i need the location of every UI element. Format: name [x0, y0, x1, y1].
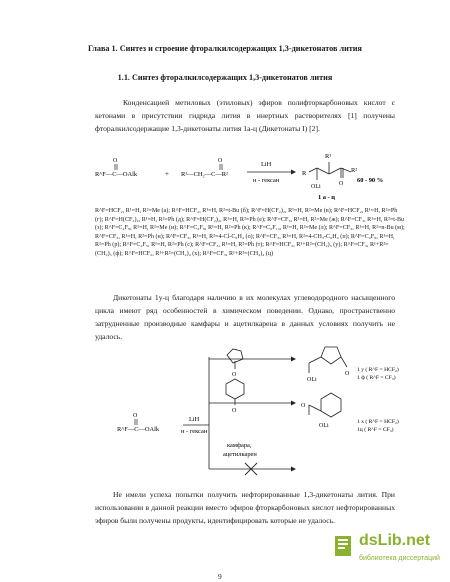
- arrow-head-icon: [291, 467, 296, 472]
- watermark-brand[interactable]: dsLib.net: [359, 532, 431, 549]
- scheme1-o-2: O: [218, 158, 223, 164]
- scheme1-reagent2: R¹—CH₂—C—R²: [181, 171, 228, 178]
- camphor-label: камфара,: [227, 442, 252, 449]
- section-title: 1.1. Синтез фторалкилсодержащих 1,3-дикетонатов лития: [117, 73, 333, 82]
- scheme1-reagent1: R^F—C—OAlk: [95, 171, 138, 178]
- cyclohexanone-icon: [226, 379, 244, 399]
- arrow-head-icon: [291, 357, 296, 362]
- yield-label: 60 - 90 %: [357, 177, 384, 184]
- paragraph-intro: Конденсацией метиловых (этиловых) эфиров полифторкарбоновых кислот с кетонами в присутствии гидрида лития в инертных растворителях [1] получены фторалкилсодержащие 1,3-дикетонаты лития 1а-ц (Дикетонаты I) [2].: [95, 98, 395, 133]
- arrow-head-icon: [291, 170, 296, 175]
- product-oli: OLi: [311, 184, 321, 190]
- substituents-list: R^F=HCF₂, R¹=H, R²=Me (а); R^F=HCF₂, R¹=H, R²=t-Bu (б); R^F=H(CF₂)₂, R¹=H, R²=Me (в); R^F=HCF₂, R¹=H, R²=Ph (г); R^F=H(CF₂)₂, R¹=H, R²=Ph (д); R^F=H(CF₂)₂, R¹=H, R²=Ph (е); R^F=CF₃, R¹=H, R²=Me (ж); R^F=CF₃, R¹=H, R²=t-Bu (з); R^F=C₄F₉, R¹=H, R²=Me (и); R^F=C₄F₉, R¹=H, R²=Ph (к); R^F=C₆F₁₃, R¹=H, R²=Me (л); R^F=CF₃, R¹=H, R²=n-Bu (м); R^F=CF₃, R¹=H, R²=Ph (н); R^F=CF₃, R¹=H, R²=4-Cl-C₆H₄ (о); R^F=CF₃, R¹=H, R²=4-CH₃-C₆H₄ (п); R^F=C₄F₉, R¹=H, R²=Ph (р); R^F=C₂F₅, R¹=H, R²=Ph (с); R^F=CF₃, R¹=H, R²=Ph (т); R^F=HCF₂, R¹+R²=(CH₂)₃ (у); R^F=CF₃, R¹+R²=(CH₂)₃ (ф); R^F=HCF₂, R¹+R²=(CH₂)₄ (х); R^F=CF₃, R¹+R²=(CH₂)₄ (ц): [95, 208, 405, 257]
- scheme2-cond-top: LiH: [189, 416, 200, 423]
- scheme1-cond-bottom: н - гексан: [253, 177, 280, 184]
- product-label: 1 а - ц: [318, 194, 335, 201]
- product2-ring-icon: [321, 393, 341, 417]
- product1-ring-icon: [321, 347, 341, 364]
- paragraph-cyclic: Дикетонаты 1у-ц благодаря наличию в их молекулах углеводородного насыщенного цикла имеют ряд особенностей в химическом поведении. Однако, пространственно затрудненные производные камфары и ацетилкарена в данных условиях получить не удалось.: [95, 293, 395, 341]
- product2-o: O: [301, 403, 306, 409]
- reaction-scheme-1: [95, 142, 415, 202]
- plus-sign: +: [165, 170, 169, 178]
- scheme1-cond-top: LiH: [261, 161, 272, 168]
- page-number: 9: [218, 572, 222, 581]
- product-r2: R²: [351, 167, 358, 174]
- ketone-o-1: O: [232, 372, 237, 378]
- product1-a: 1 у ( R^F = HCF₂): [357, 367, 399, 373]
- reaction-scheme-2: [95, 345, 405, 477]
- watermark-caption: библиотека диссертаций: [359, 555, 440, 562]
- acetylcarene-label: ацетилкарен: [223, 451, 257, 458]
- chapter-title: Глава 1. Синтез и строение фторалкилсодержащих 1,3-дикетонатов лития: [88, 44, 362, 53]
- product2-oli: OLi: [319, 423, 329, 429]
- product-r1: R¹: [325, 153, 332, 160]
- scheme2-o: O: [133, 413, 138, 419]
- cyclopentanone-icon: [227, 349, 243, 363]
- product-o: O: [339, 181, 344, 187]
- book-logo-icon: [332, 534, 356, 560]
- ketone-o-2: O: [232, 408, 237, 414]
- product-rf: R: [302, 170, 307, 177]
- scheme1-o-1: O: [113, 158, 118, 164]
- paragraph-nonfluorinated: Не имели успеха попытки получить нефторированные 1,3-дикетонаты лития. При использовании в данной реакции вместо эфиров фторкарбоновых кислот нефторированных эфиров были получены продукты, идентифицировать которые не удалось.: [95, 490, 395, 525]
- product2-a: 1 х ( R^F = HCF₂): [357, 419, 399, 425]
- watermark[interactable]: [332, 530, 444, 570]
- product1-o: O: [345, 371, 350, 377]
- product1-oli: OLi: [307, 377, 317, 383]
- arrow-head-icon: [291, 401, 296, 406]
- scheme2-cond-bottom: н - гексан: [181, 428, 208, 435]
- product2-b: 1ц ( R^F = CF₃): [357, 427, 394, 433]
- product1-b: 1 ф ( R^F = CF₃): [357, 375, 396, 381]
- scheme2-reagent: R^F—C—OAlk: [117, 426, 160, 433]
